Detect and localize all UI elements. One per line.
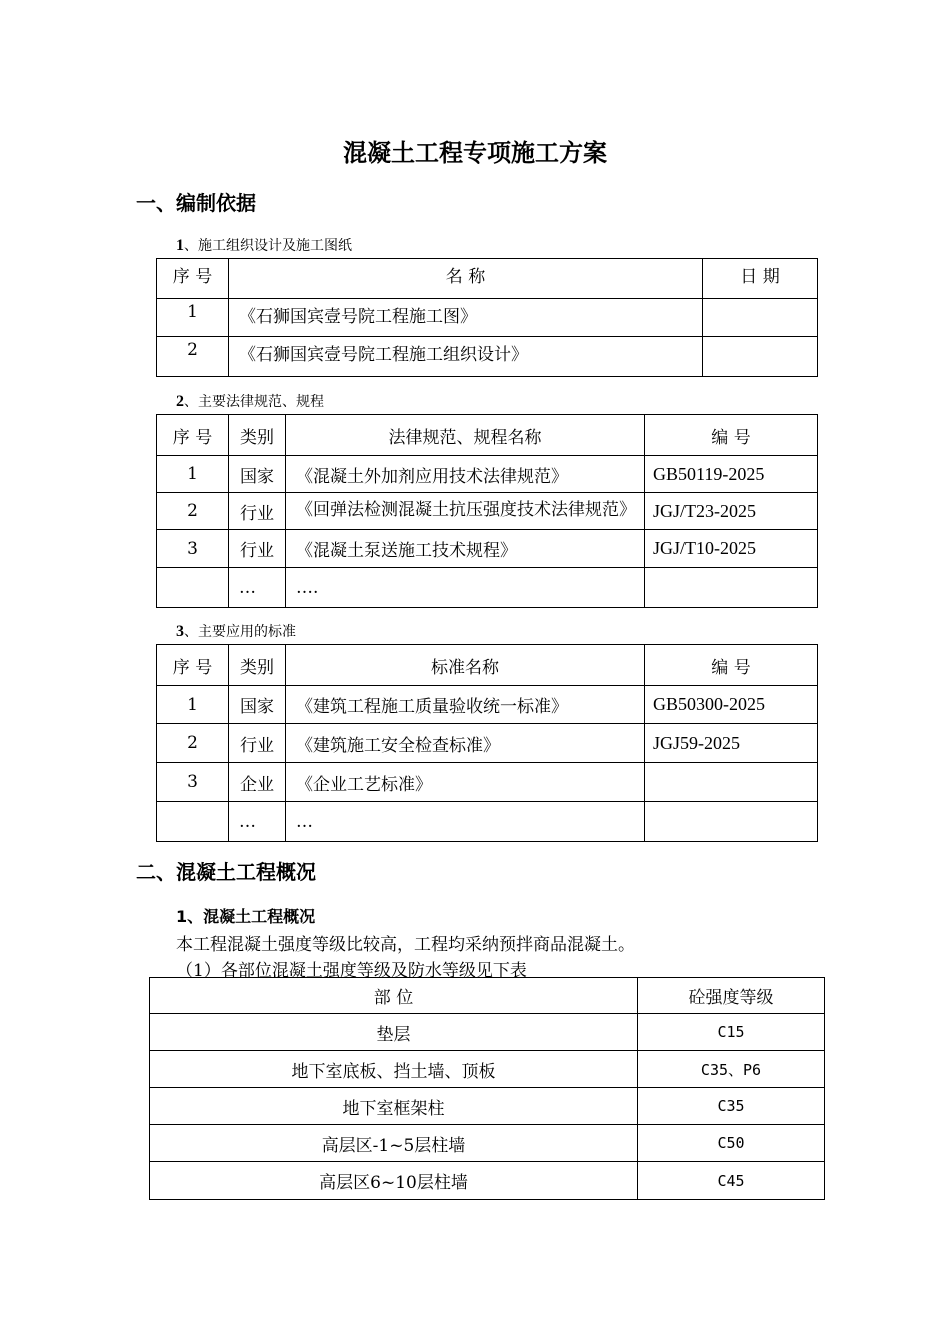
subheading-number: 2 bbox=[176, 393, 184, 410]
table-row bbox=[157, 802, 818, 842]
cell-seq: 3 bbox=[157, 530, 229, 568]
cell-seq: 1 bbox=[157, 299, 229, 337]
cell-category: 国家 bbox=[229, 686, 286, 724]
table-row bbox=[150, 1125, 825, 1162]
cell-grade: C50 bbox=[638, 1125, 825, 1162]
cell-category: 行业 bbox=[229, 530, 286, 568]
cell-code: JGJ59-2025 bbox=[645, 724, 818, 763]
cell-name: 《混凝土泵送施工技术规程》 bbox=[286, 530, 645, 568]
cell-grade: C35、P6 bbox=[638, 1051, 825, 1088]
table-row bbox=[157, 724, 818, 763]
cell-name: 《石狮国宾壹号院工程施工组织设计》 bbox=[229, 337, 703, 377]
cell-seq: 2 bbox=[157, 493, 229, 530]
subheading-overview: 1、混凝土工程概况 bbox=[176, 907, 316, 926]
header-date: 日 期 bbox=[703, 259, 818, 299]
cell-date bbox=[703, 299, 818, 337]
table-header-row bbox=[157, 259, 818, 299]
subheading-label: 、施工组织设计及施工图纸 bbox=[184, 238, 352, 254]
header-name: 名 称 bbox=[229, 259, 703, 299]
cell-seq: 1 bbox=[157, 456, 229, 493]
cell-part: 垫层 bbox=[150, 1014, 638, 1051]
subheading-number: 3 bbox=[176, 623, 184, 640]
cell-category: 行业 bbox=[229, 724, 286, 763]
subheading-number: 1 bbox=[176, 237, 184, 254]
section-heading-overview: 二、混凝土工程概况 bbox=[136, 860, 316, 884]
cell-part: 地下室框架柱 bbox=[150, 1088, 638, 1125]
cell-name: … bbox=[286, 802, 645, 842]
cell-category: … bbox=[229, 802, 286, 842]
cell-seq: 3 bbox=[157, 763, 229, 802]
table-row bbox=[157, 337, 818, 377]
cell-name: 《混凝土外加剂应用技术法律规范》 bbox=[286, 456, 645, 493]
laws-table bbox=[156, 414, 818, 608]
header-seq: 序 号 bbox=[157, 259, 229, 299]
subheading-standards bbox=[176, 621, 296, 641]
design-drawings-table bbox=[156, 258, 818, 377]
cell-seq bbox=[157, 568, 229, 608]
table-row bbox=[157, 530, 818, 568]
cell-code bbox=[645, 802, 818, 842]
header-name: 标准名称 bbox=[286, 645, 645, 686]
cell-name: …. bbox=[286, 568, 645, 608]
cell-date bbox=[703, 337, 818, 377]
cell-name: 《石狮国宾壹号院工程施工图》 bbox=[229, 299, 703, 337]
cell-name: 《建筑工程施工质量验收统一标准》 bbox=[286, 686, 645, 724]
table-row bbox=[157, 568, 818, 608]
cell-part: 高层区-1~5层柱墙 bbox=[150, 1125, 638, 1162]
cell-grade: C15 bbox=[638, 1014, 825, 1051]
table-row bbox=[157, 456, 818, 493]
cell-grade: C45 bbox=[638, 1162, 825, 1200]
table-row bbox=[150, 1162, 825, 1200]
subheading-label: 、主要法律规范、规程 bbox=[184, 394, 324, 410]
section-heading-basis: 一、编制依据 bbox=[136, 191, 256, 215]
cell-code: JGJ/T23-2025 bbox=[645, 493, 818, 530]
cell-code bbox=[645, 568, 818, 608]
table-row bbox=[150, 1088, 825, 1125]
cell-part: 地下室底板、挡土墙、顶板 bbox=[150, 1051, 638, 1088]
cell-seq: 2 bbox=[157, 724, 229, 763]
standards-table bbox=[156, 644, 818, 842]
document-title: 混凝土工程专项施工方案 bbox=[343, 139, 607, 167]
header-code: 编 号 bbox=[645, 645, 818, 686]
header-seq: 序 号 bbox=[157, 415, 229, 456]
overview-paragraph: 本工程混凝土强度等级比较高，工程均采纳预拌商品混凝土。 bbox=[176, 935, 635, 955]
table-header-row bbox=[157, 645, 818, 686]
cell-part: 高层区6~10层柱墙 bbox=[150, 1162, 638, 1200]
table-row bbox=[157, 763, 818, 802]
header-seq: 序 号 bbox=[157, 645, 229, 686]
cell-seq bbox=[157, 802, 229, 842]
table-row bbox=[157, 493, 818, 530]
table-row bbox=[157, 686, 818, 724]
cell-grade: C35 bbox=[638, 1088, 825, 1125]
cell-name-text: 《回弹法检测混凝土抗压强度技术法律规范》 bbox=[296, 500, 636, 520]
cell-category: 行业 bbox=[229, 493, 286, 530]
subheading-design-drawings bbox=[176, 235, 352, 255]
cell-code: GB50300-2025 bbox=[645, 686, 818, 724]
cell-code: GB50119-2025 bbox=[645, 456, 818, 493]
cell-code: JGJ/T10-2025 bbox=[645, 530, 818, 568]
grade-table-caption: （1）各部位混凝土强度等级及防水等级见下表 bbox=[176, 961, 527, 981]
header-name: 法律规范、规程名称 bbox=[286, 415, 645, 456]
table-row bbox=[150, 1051, 825, 1088]
table-row bbox=[150, 1014, 825, 1051]
subheading-laws bbox=[176, 391, 324, 411]
header-category: 类别 bbox=[229, 415, 286, 456]
cell-code bbox=[645, 763, 818, 802]
cell-name bbox=[286, 493, 645, 530]
header-code: 编 号 bbox=[645, 415, 818, 456]
header-part: 部 位 bbox=[150, 978, 638, 1014]
table-header-row bbox=[157, 415, 818, 456]
concrete-grade-table bbox=[149, 977, 825, 1200]
table-row bbox=[157, 299, 818, 337]
cell-name: 《企业工艺标准》 bbox=[286, 763, 645, 802]
table-header-row bbox=[150, 978, 825, 1014]
header-grade: 砼强度等级 bbox=[638, 978, 825, 1014]
header-category: 类别 bbox=[229, 645, 286, 686]
cell-category: … bbox=[229, 568, 286, 608]
cell-category: 国家 bbox=[229, 456, 286, 493]
subheading-label: 、主要应用的标准 bbox=[184, 624, 296, 640]
cell-seq: 1 bbox=[157, 686, 229, 724]
cell-name: 《建筑施工安全检查标准》 bbox=[286, 724, 645, 763]
cell-seq: 2 bbox=[157, 337, 229, 377]
cell-category: 企业 bbox=[229, 763, 286, 802]
